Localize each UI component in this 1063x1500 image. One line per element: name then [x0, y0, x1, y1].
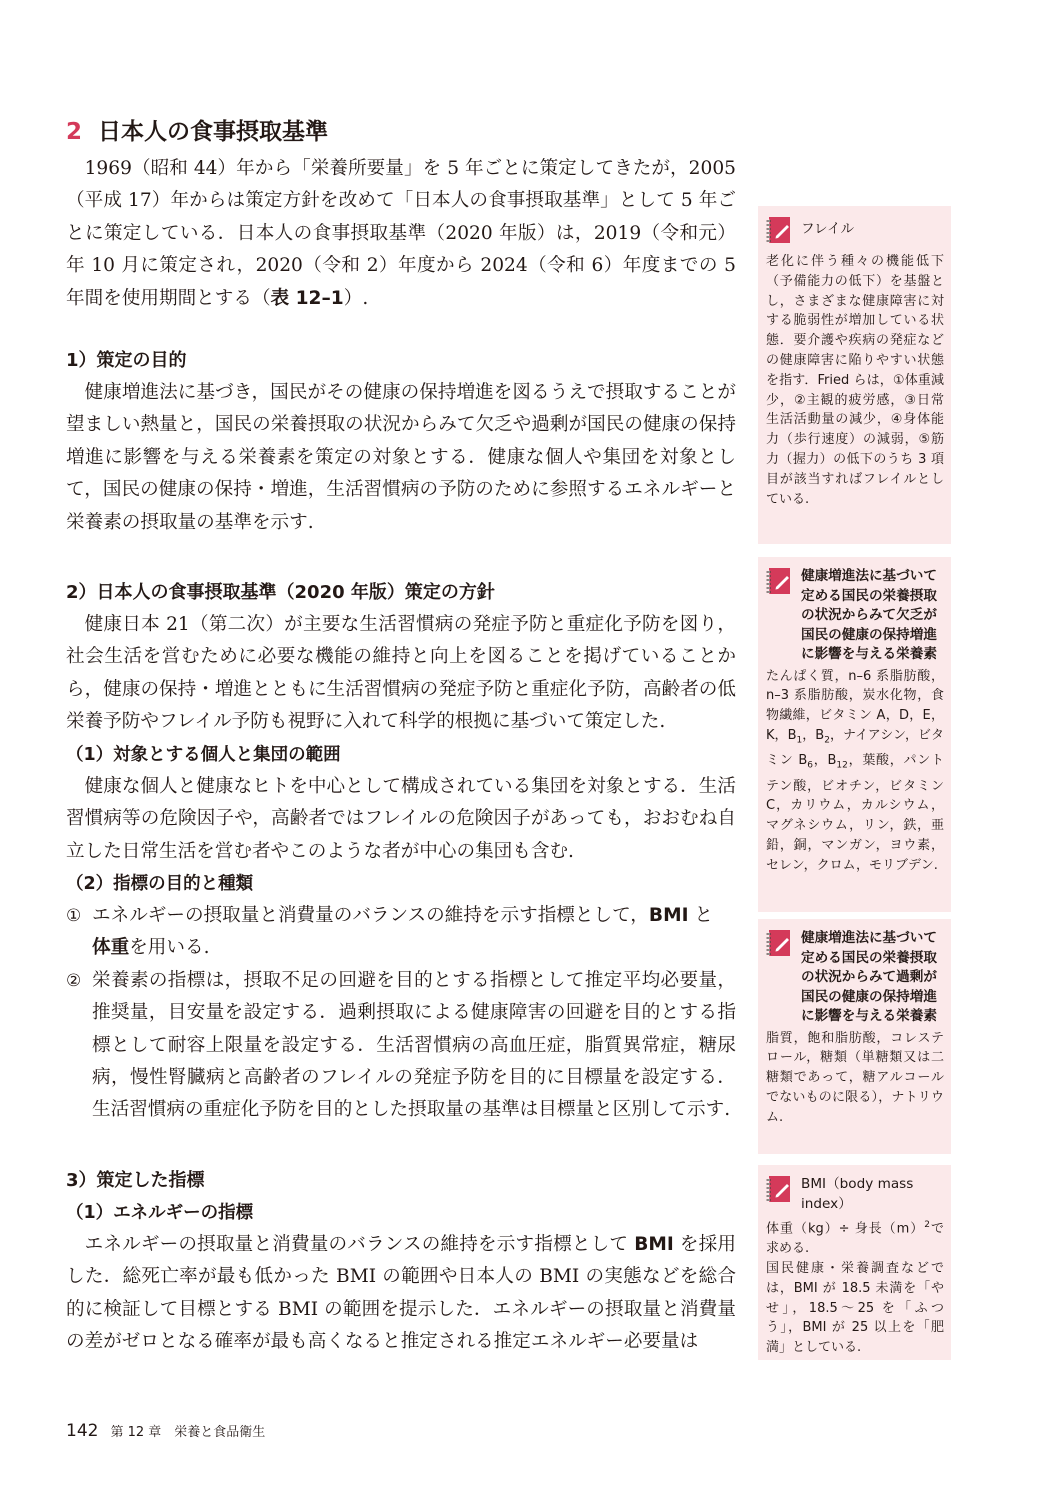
intro-text: 1969（昭和 44）年から「栄養所要量」を 5 年ごとに策定してきたが，2005（平成 17）年からは策定方針を改めて「日本人の食事摂取基準」として 5 年ごとに策定している．日本人の食事摂取基準（2020 年版）は，2019（令和元）年 10 月に策定され，2020（令和 2）年度から 2024（令和 6）年度までの 5 年間を使用期間とする（: [66, 158, 736, 309]
s1-body: 健康増進法に基づき，国民がその健康の保持増進を図るうえで摂取することが望ましい熱量と，国民の栄養摂取の状況からみて欠乏や過剰が国民の健康の保持増進に影響を与える栄養素を策定の対象とする．健康な個人や集団を対象として，国民の健康の保持・増進，生活習慣病の予防のために参照するエネルギーと栄養素の摂取量の基準を示す.: [66, 382, 736, 533]
weight-term: 体重: [92, 937, 130, 959]
note-deficiency: [758, 557, 951, 912]
notebook-pen-icon: [766, 1175, 793, 1203]
main-column: [66, 112, 736, 1358]
list-item: [66, 965, 736, 1127]
notebook-pen-icon: [766, 216, 793, 244]
item-marker: ②: [66, 970, 82, 991]
note-body: たんぱく質，n–6 系脂肪酸，n–3 系脂肪酸，炭水化物，食物繊維，ビタミン A，D，E，K，$B_1$，$B_2$，ナイアシン，ビタミン $B_6$，$B_{12}$，葉酸，パントテン酸，ビオチン，ビタミン C，カリウム，カルシウム，マグネシウム，リン，鉄，亜鉛，銅，マンガン，ヨウ素，セレン，クロム，モリブデン.: [766, 668, 944, 873]
chapter-label: 第 12 章 栄養と食品衛生: [110, 1425, 266, 1440]
table-reference-link[interactable]: 表 12–1: [270, 287, 344, 309]
s3-heading: 3）策定した指標: [66, 1169, 205, 1191]
note-body: 老化に伴う種々の機能低下（予備能力の低下）を基盤とし，さまざまな健康障害に対する脆弱性が増加している状態．要介護や疾病の発症などの健康障害に陥りやすい状態を指す．Fried らは，①体重減少，②主観的疲労感，③日常生活活動量の減少，④身体能力（歩行速度）の減弱，⑤筋力（握力）の低下のうち 3 項目が該当すればフレイルとしている.: [766, 254, 944, 507]
note-body: 国民健康・栄養調査などでは，BMI が 18.5 未満を「やせ」，18.5～25 を「ふつう」，BMI が 25 以上を「肥満」としている.: [766, 1260, 944, 1356]
intro-text-end: ）.: [343, 287, 369, 309]
notebook-pen-icon: [766, 567, 793, 595]
section-heading: [66, 112, 736, 152]
section-title: 日本人の食事摂取基準: [98, 119, 329, 145]
note-body: 脂質，飽和脂肪酸，コレステロール，糖類（単糖類又は二糖類であって，糖アルコールでないものに限る），ナトリウム.: [766, 1030, 944, 1125]
s2-sub1-body: 健康な個人と健康なヒトを中心として構成されている集団を対象とする．生活習慣病等の危険因子や，高齢者ではフレイルの危険因子があっても，おおむね自立した日常生活を営む者やこのような者が中心の集団も含む.: [66, 775, 736, 862]
section-intro: [66, 152, 736, 315]
note-title: 健康増進法に基づいて定める国民の栄養摂取の状況からみて欠乏が国民の健康の保持増進に影響を与える栄養素: [801, 568, 937, 662]
note-frailty: [758, 206, 951, 544]
page-number: 142: [66, 1421, 99, 1441]
notebook-pen-icon: [766, 929, 793, 957]
note-title: フレイル: [801, 221, 855, 238]
bmi-term: BMI: [648, 904, 689, 926]
s2-sub1-heading: （1）対象とする個人と集団の範囲: [66, 744, 341, 765]
list-item: [66, 900, 736, 965]
s3-body: エネルギーの摂取量と消費量のバランスの維持を示す指標として BMI を採用した．総死亡率が最も低かった BMI の範囲や日本人の BMI の実態などを総合的に検証して目標とする BMI の範囲を提示した．エネルギーの摂取量と消費量の差がゼロとなる確率が最も高くなると推定される推定エネルギー必要量は: [66, 1233, 736, 1352]
note-body: 体重（kg）÷ 身長$(m)^2$で求める.: [766, 1220, 944, 1257]
s1-heading: 1）策定の目的: [66, 350, 187, 372]
s2-body: 健康日本 21（第二次）が主要な生活習慣病の発症予防と重症化予防を図り，社会生活を営むために必要な機能の維持と向上を図ることを掲げていることから，健康の保持・増進とともに生活習慣病の発症予防と重症化予防，高齢者の低栄養予防やフレイル予防も視野に入れて科学的根拠に基づいて策定した.: [66, 614, 736, 733]
s2-heading: 2）日本人の食事摂取基準（2020 年版）策定の方針: [66, 582, 495, 604]
item-body: エネルギーの摂取量と消費量のバランスの維持を示す指標として，BMI と 体重を用いる.: [92, 904, 713, 959]
note-excess: [758, 919, 951, 1154]
note-title: 健康増進法に基づいて定める国民の栄養摂取の状況からみて過剰が国民の健康の保持増進に影響を与える栄養素: [801, 930, 937, 1024]
bmi-term: BMI: [634, 1233, 674, 1255]
item-body: 栄養素の指標は，摂取不足の回避を目的とする指標として推定平均必要量，推奨量，目安量を設定する．過剰摂取による健康障害の回避を目的とする指標として耐容上限量を設定する．生活習慣病の高血圧症，脂質異常症，糖尿病，慢性腎臓病と高齢者のフレイルの発症予防を目的に目標量を設定する．生活習慣病の重症化予防を目的とした摂取量の基準は目標量と区別して示す.: [92, 969, 736, 1121]
page-footer: [66, 1421, 265, 1441]
s3-sub1-heading: （1）エネルギーの指標: [66, 1202, 254, 1223]
item-marker: ①: [66, 905, 82, 926]
s2-sub2-heading: （2）指標の目的と種類: [66, 873, 254, 894]
note-title: BMI（body mass index）: [801, 1176, 914, 1212]
section-number: 2: [66, 119, 83, 145]
note-bmi: [758, 1165, 951, 1360]
